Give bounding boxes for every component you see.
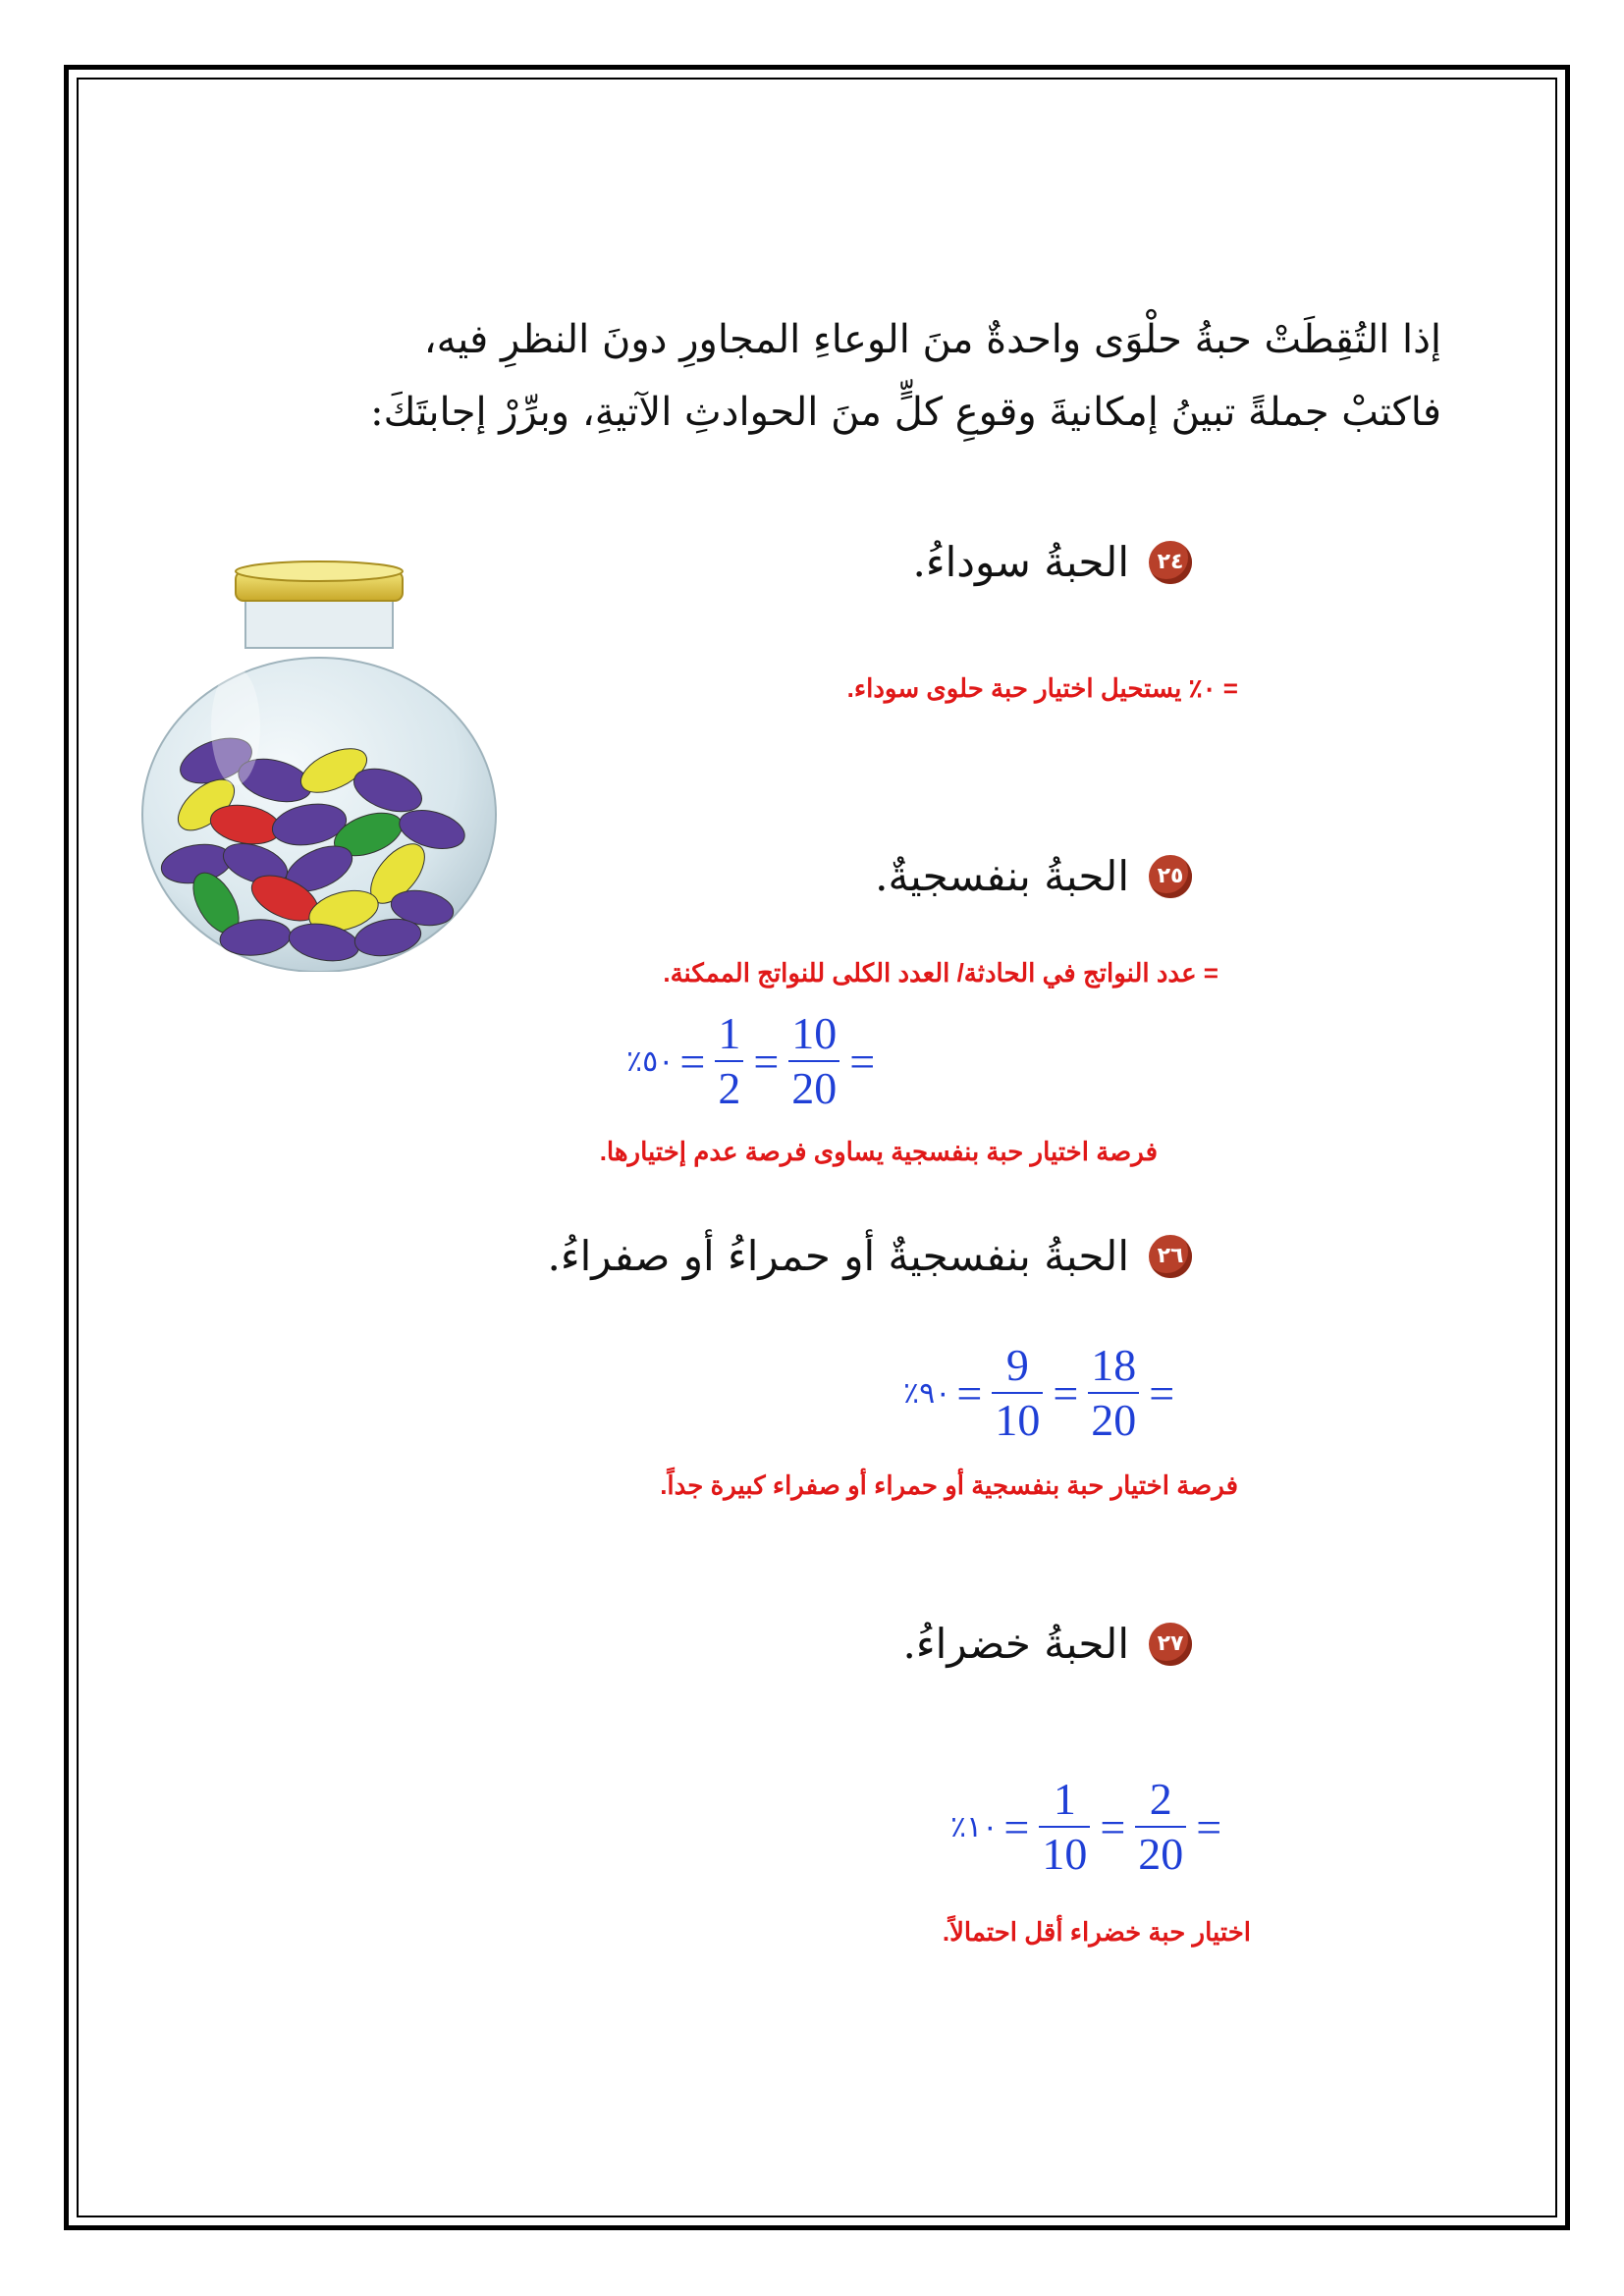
denominator: 20 bbox=[1135, 1826, 1186, 1877]
intro-line-1: إذا التُقِطَتْ حبةُ حلْوَى واحدةٌ منَ الوعاءِ المجاورِ دونَ النظرِ فيه، bbox=[423, 317, 1441, 362]
numerator: 2 bbox=[1149, 1774, 1172, 1824]
question-25 bbox=[875, 852, 1192, 900]
equals-sign: = bbox=[1003, 1801, 1030, 1852]
candy-jar-image bbox=[137, 550, 501, 972]
answer-25-line-1: = عدد النواتج في الحادثة/ العدد الكلى للنواتج الممكنة. bbox=[663, 958, 1218, 988]
equals-sign: = bbox=[1100, 1801, 1126, 1852]
numerator: 1 bbox=[1053, 1774, 1076, 1824]
fraction-original bbox=[1088, 1340, 1139, 1445]
equals-sign: = bbox=[849, 1036, 876, 1087]
denominator: 10 bbox=[992, 1392, 1043, 1443]
question-26 bbox=[548, 1232, 1193, 1280]
answer-25-line-2: فرصة اختيار حبة بنفسجية يساوى فرصة عدم إختيارها. bbox=[599, 1137, 1158, 1166]
fraction-simplified bbox=[992, 1340, 1043, 1445]
question-number-badge: ٢٥ bbox=[1149, 855, 1192, 898]
equation-25 bbox=[626, 1008, 881, 1113]
question-text: الحبةُ بنفسجيةٌ أو حمراءُ أو صفراءُ. bbox=[547, 1232, 1129, 1280]
fraction-simplified bbox=[1039, 1774, 1090, 1879]
question-number-badge: ٢٦ bbox=[1149, 1235, 1192, 1278]
equation-26 bbox=[903, 1340, 1180, 1445]
question-number-badge: ٢٤ bbox=[1149, 541, 1192, 584]
percent-value: ٥٠٪ bbox=[626, 1043, 675, 1079]
fraction-simplified bbox=[715, 1008, 743, 1113]
denominator: 20 bbox=[788, 1060, 839, 1111]
equals-sign: = bbox=[1196, 1801, 1222, 1852]
equals-sign: = bbox=[1149, 1367, 1175, 1418]
numerator: 10 bbox=[791, 1008, 838, 1058]
numerator: 1 bbox=[718, 1008, 741, 1058]
numerator: 18 bbox=[1091, 1340, 1137, 1390]
denominator: 10 bbox=[1039, 1826, 1090, 1877]
fraction-original bbox=[788, 1008, 839, 1113]
percent-value: ١٠٪ bbox=[950, 1809, 999, 1844]
question-text: الحبةُ سوداءُ. bbox=[912, 538, 1129, 586]
equals-sign: = bbox=[679, 1036, 706, 1087]
numerator: 9 bbox=[1005, 1340, 1029, 1390]
question-27 bbox=[903, 1620, 1192, 1668]
percent-value: ٩٠٪ bbox=[903, 1375, 951, 1411]
equals-sign: = bbox=[1053, 1367, 1079, 1418]
answer-24-line-1: = ٠٪ يستحيل اختيار حبة حلوى سوداء. bbox=[846, 673, 1238, 703]
question-text: الحبةُ بنفسجيةٌ. bbox=[875, 852, 1129, 900]
intro-line-2: فاكتبْ جملةً تبينُ إمكانيةَ وقوعِ كلٍّ منَ الحوادثِ الآتيةِ، وبرِّرْ إجابتَكَ: bbox=[370, 390, 1441, 435]
denominator: 20 bbox=[1088, 1392, 1139, 1443]
equation-27 bbox=[950, 1774, 1227, 1879]
answer-27-line-2: اختيار حبة خضراء أقل احتمالاً. bbox=[942, 1917, 1251, 1947]
denominator: 2 bbox=[715, 1060, 743, 1111]
answer-26-line-2: فرصة اختيار حبة بنفسجية أو حمراء أو صفراء كبيرة جداً. bbox=[660, 1470, 1238, 1500]
question-text: الحبةُ خضراءُ. bbox=[902, 1620, 1129, 1668]
question-number-badge: ٢٧ bbox=[1149, 1623, 1192, 1666]
equals-sign: = bbox=[956, 1367, 983, 1418]
question-24 bbox=[913, 538, 1192, 586]
fraction-original bbox=[1135, 1774, 1186, 1879]
equals-sign: = bbox=[753, 1036, 780, 1087]
